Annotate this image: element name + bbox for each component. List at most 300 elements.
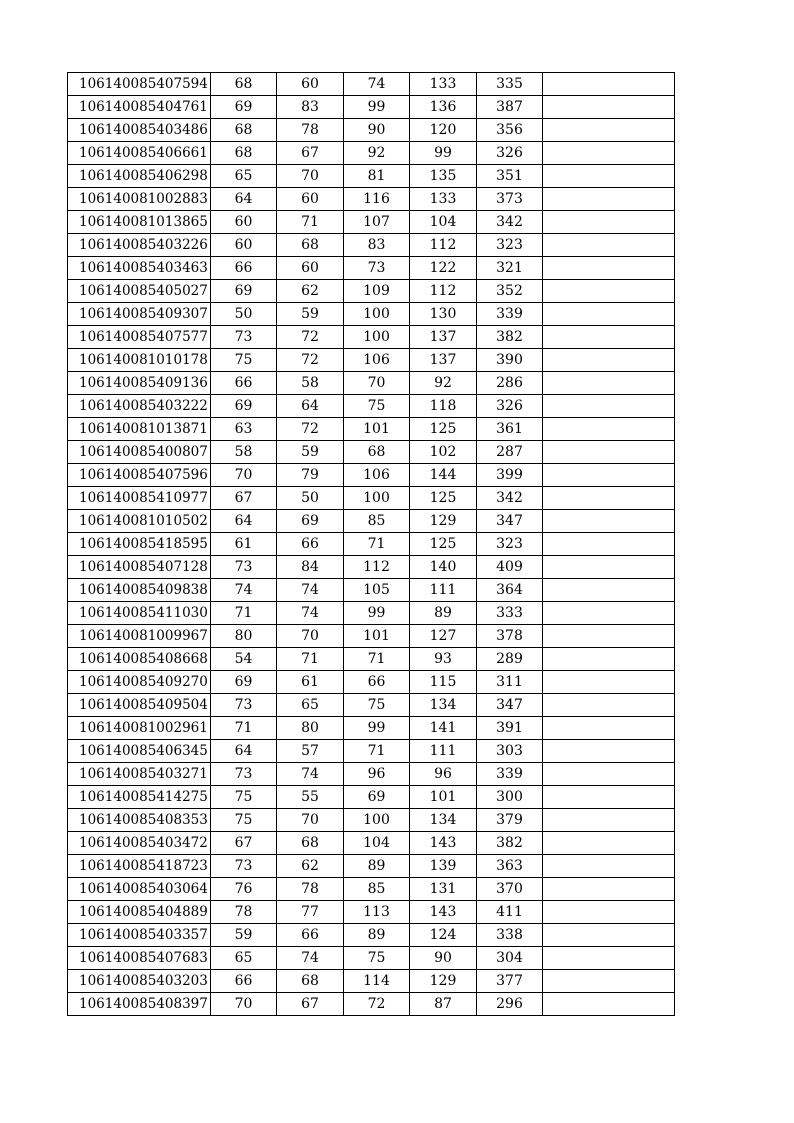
table-row [68, 579, 675, 602]
score-1-cell: 75 [211, 349, 277, 372]
score-3-cell: 104 [344, 832, 410, 855]
candidate-id-cell: 106140085410977 [68, 487, 211, 510]
score-2-cell: 57 [277, 740, 344, 763]
table-row [68, 901, 675, 924]
score-1-cell: 70 [211, 464, 277, 487]
score-2-cell: 79 [277, 464, 344, 487]
score-2-cell: 60 [277, 73, 344, 96]
candidate-id-cell: 106140085407577 [68, 326, 211, 349]
score-2-cell: 78 [277, 878, 344, 901]
remarks-cell [543, 280, 675, 303]
remarks-cell [543, 579, 675, 602]
score-1-cell: 69 [211, 96, 277, 119]
candidate-id-cell: 106140085418723 [68, 855, 211, 878]
score-3-cell: 75 [344, 947, 410, 970]
total-score-cell: 364 [477, 579, 543, 602]
remarks-cell [543, 441, 675, 464]
remarks-cell [543, 303, 675, 326]
score-4-cell: 141 [410, 717, 477, 740]
score-4-cell: 139 [410, 855, 477, 878]
total-score-cell: 377 [477, 970, 543, 993]
remarks-cell [543, 533, 675, 556]
score-4-cell: 143 [410, 832, 477, 855]
score-1-cell: 65 [211, 165, 277, 188]
total-score-cell: 287 [477, 441, 543, 464]
total-score-cell: 409 [477, 556, 543, 579]
score-1-cell: 66 [211, 257, 277, 280]
score-1-cell: 64 [211, 188, 277, 211]
total-score-cell: 391 [477, 717, 543, 740]
score-4-cell: 101 [410, 786, 477, 809]
table-row [68, 924, 675, 947]
table-body [68, 73, 675, 1016]
score-4-cell: 93 [410, 648, 477, 671]
remarks-cell [543, 464, 675, 487]
score-1-cell: 59 [211, 924, 277, 947]
score-4-cell: 89 [410, 602, 477, 625]
table-row [68, 602, 675, 625]
candidate-id-cell: 106140085409838 [68, 579, 211, 602]
score-3-cell: 71 [344, 740, 410, 763]
score-2-cell: 74 [277, 763, 344, 786]
score-1-cell: 63 [211, 418, 277, 441]
score-3-cell: 69 [344, 786, 410, 809]
score-3-cell: 113 [344, 901, 410, 924]
table-row [68, 763, 675, 786]
score-3-cell: 107 [344, 211, 410, 234]
score-4-cell: 129 [410, 510, 477, 533]
table-row [68, 648, 675, 671]
remarks-cell [543, 510, 675, 533]
remarks-cell [543, 786, 675, 809]
score-2-cell: 72 [277, 418, 344, 441]
score-4-cell: 134 [410, 694, 477, 717]
table-row [68, 487, 675, 510]
total-score-cell: 289 [477, 648, 543, 671]
score-4-cell: 92 [410, 372, 477, 395]
total-score-cell: 300 [477, 786, 543, 809]
score-3-cell: 70 [344, 372, 410, 395]
table-row [68, 326, 675, 349]
table-row [68, 165, 675, 188]
remarks-cell [543, 73, 675, 96]
remarks-cell [543, 418, 675, 441]
table-row [68, 947, 675, 970]
remarks-cell [543, 878, 675, 901]
score-1-cell: 60 [211, 211, 277, 234]
score-2-cell: 55 [277, 786, 344, 809]
candidate-id-cell: 106140085409504 [68, 694, 211, 717]
score-1-cell: 71 [211, 717, 277, 740]
score-3-cell: 90 [344, 119, 410, 142]
candidate-id-cell: 106140085409136 [68, 372, 211, 395]
score-1-cell: 66 [211, 970, 277, 993]
score-1-cell: 69 [211, 671, 277, 694]
table-row [68, 96, 675, 119]
score-3-cell: 74 [344, 73, 410, 96]
score-1-cell: 69 [211, 280, 277, 303]
remarks-cell [543, 487, 675, 510]
score-1-cell: 71 [211, 602, 277, 625]
score-2-cell: 67 [277, 142, 344, 165]
remarks-cell [543, 648, 675, 671]
candidate-id-cell: 106140085403463 [68, 257, 211, 280]
score-4-cell: 111 [410, 740, 477, 763]
total-score-cell: 356 [477, 119, 543, 142]
table-row [68, 418, 675, 441]
table-row [68, 993, 675, 1016]
score-2-cell: 74 [277, 579, 344, 602]
candidate-id-cell: 106140085418595 [68, 533, 211, 556]
score-4-cell: 104 [410, 211, 477, 234]
total-score-cell: 411 [477, 901, 543, 924]
table-row [68, 694, 675, 717]
score-4-cell: 129 [410, 970, 477, 993]
remarks-cell [543, 625, 675, 648]
remarks-cell [543, 234, 675, 257]
score-3-cell: 100 [344, 487, 410, 510]
candidate-id-cell: 106140085406298 [68, 165, 211, 188]
candidate-id-cell: 106140085403472 [68, 832, 211, 855]
score-4-cell: 143 [410, 901, 477, 924]
total-score-cell: 390 [477, 349, 543, 372]
total-score-cell: 370 [477, 878, 543, 901]
candidate-id-cell: 106140085405027 [68, 280, 211, 303]
score-3-cell: 106 [344, 349, 410, 372]
candidate-id-cell: 106140085407596 [68, 464, 211, 487]
candidate-id-cell: 106140085403064 [68, 878, 211, 901]
score-1-cell: 73 [211, 763, 277, 786]
score-2-cell: 66 [277, 924, 344, 947]
score-2-cell: 58 [277, 372, 344, 395]
total-score-cell: 303 [477, 740, 543, 763]
score-3-cell: 99 [344, 96, 410, 119]
candidate-id-cell: 106140085404761 [68, 96, 211, 119]
total-score-cell: 399 [477, 464, 543, 487]
candidate-id-cell: 106140081002883 [68, 188, 211, 211]
score-3-cell: 68 [344, 441, 410, 464]
score-3-cell: 81 [344, 165, 410, 188]
remarks-cell [543, 924, 675, 947]
candidate-id-cell: 106140081009967 [68, 625, 211, 648]
candidate-id-cell: 106140085407683 [68, 947, 211, 970]
remarks-cell [543, 188, 675, 211]
score-3-cell: 100 [344, 326, 410, 349]
score-2-cell: 78 [277, 119, 344, 142]
table-row [68, 809, 675, 832]
score-2-cell: 69 [277, 510, 344, 533]
score-4-cell: 112 [410, 280, 477, 303]
total-score-cell: 378 [477, 625, 543, 648]
total-score-cell: 326 [477, 395, 543, 418]
score-1-cell: 58 [211, 441, 277, 464]
score-2-cell: 59 [277, 441, 344, 464]
score-1-cell: 73 [211, 556, 277, 579]
score-1-cell: 70 [211, 993, 277, 1016]
score-3-cell: 75 [344, 395, 410, 418]
score-3-cell: 101 [344, 418, 410, 441]
remarks-cell [543, 211, 675, 234]
score-1-cell: 80 [211, 625, 277, 648]
total-score-cell: 335 [477, 73, 543, 96]
candidate-id-cell: 106140085409270 [68, 671, 211, 694]
candidate-id-cell: 106140085403226 [68, 234, 211, 257]
score-2-cell: 70 [277, 165, 344, 188]
table-row [68, 303, 675, 326]
total-score-cell: 339 [477, 763, 543, 786]
candidate-id-cell: 106140085403222 [68, 395, 211, 418]
candidate-id-cell: 106140085408668 [68, 648, 211, 671]
score-3-cell: 73 [344, 257, 410, 280]
score-2-cell: 68 [277, 970, 344, 993]
score-3-cell: 100 [344, 809, 410, 832]
score-3-cell: 92 [344, 142, 410, 165]
score-1-cell: 74 [211, 579, 277, 602]
score-2-cell: 71 [277, 648, 344, 671]
score-1-cell: 73 [211, 694, 277, 717]
score-3-cell: 105 [344, 579, 410, 602]
score-2-cell: 62 [277, 855, 344, 878]
score-4-cell: 127 [410, 625, 477, 648]
score-1-cell: 67 [211, 487, 277, 510]
total-score-cell: 323 [477, 533, 543, 556]
score-4-cell: 135 [410, 165, 477, 188]
score-1-cell: 68 [211, 119, 277, 142]
remarks-cell [543, 947, 675, 970]
table-row [68, 395, 675, 418]
total-score-cell: 296 [477, 993, 543, 1016]
candidate-id-cell: 106140085404889 [68, 901, 211, 924]
score-3-cell: 99 [344, 602, 410, 625]
score-4-cell: 90 [410, 947, 477, 970]
score-4-cell: 124 [410, 924, 477, 947]
candidate-id-cell: 106140081002961 [68, 717, 211, 740]
remarks-cell [543, 993, 675, 1016]
total-score-cell: 304 [477, 947, 543, 970]
score-4-cell: 137 [410, 349, 477, 372]
candidate-id-cell: 106140081013871 [68, 418, 211, 441]
score-4-cell: 115 [410, 671, 477, 694]
score-2-cell: 74 [277, 947, 344, 970]
score-4-cell: 112 [410, 234, 477, 257]
score-3-cell: 114 [344, 970, 410, 993]
candidate-id-cell: 106140081010502 [68, 510, 211, 533]
table-row [68, 372, 675, 395]
score-1-cell: 66 [211, 372, 277, 395]
remarks-cell [543, 763, 675, 786]
total-score-cell: 363 [477, 855, 543, 878]
score-4-cell: 125 [410, 418, 477, 441]
score-4-cell: 111 [410, 579, 477, 602]
score-3-cell: 85 [344, 878, 410, 901]
table-row [68, 878, 675, 901]
score-4-cell: 96 [410, 763, 477, 786]
table-row [68, 832, 675, 855]
table-row [68, 740, 675, 763]
score-1-cell: 60 [211, 234, 277, 257]
table-row [68, 464, 675, 487]
score-4-cell: 130 [410, 303, 477, 326]
remarks-cell [543, 395, 675, 418]
table-row [68, 349, 675, 372]
score-3-cell: 83 [344, 234, 410, 257]
score-4-cell: 99 [410, 142, 477, 165]
score-4-cell: 131 [410, 878, 477, 901]
table-row [68, 671, 675, 694]
score-2-cell: 80 [277, 717, 344, 740]
table-row [68, 73, 675, 96]
score-1-cell: 64 [211, 740, 277, 763]
candidate-id-cell: 106140085407594 [68, 73, 211, 96]
table-row [68, 257, 675, 280]
score-4-cell: 118 [410, 395, 477, 418]
score-2-cell: 77 [277, 901, 344, 924]
score-2-cell: 68 [277, 832, 344, 855]
score-1-cell: 78 [211, 901, 277, 924]
total-score-cell: 333 [477, 602, 543, 625]
remarks-cell [543, 326, 675, 349]
table-row [68, 533, 675, 556]
score-2-cell: 84 [277, 556, 344, 579]
candidate-id-cell: 106140085408397 [68, 993, 211, 1016]
table-row [68, 119, 675, 142]
score-2-cell: 62 [277, 280, 344, 303]
score-2-cell: 50 [277, 487, 344, 510]
score-2-cell: 66 [277, 533, 344, 556]
score-1-cell: 54 [211, 648, 277, 671]
total-score-cell: 339 [477, 303, 543, 326]
score-2-cell: 65 [277, 694, 344, 717]
score-3-cell: 109 [344, 280, 410, 303]
score-3-cell: 71 [344, 648, 410, 671]
total-score-cell: 311 [477, 671, 543, 694]
total-score-cell: 351 [477, 165, 543, 188]
remarks-cell [543, 855, 675, 878]
total-score-cell: 323 [477, 234, 543, 257]
candidate-id-cell: 106140085403486 [68, 119, 211, 142]
remarks-cell [543, 119, 675, 142]
candidate-id-cell: 106140085409307 [68, 303, 211, 326]
score-2-cell: 67 [277, 993, 344, 1016]
score-4-cell: 136 [410, 96, 477, 119]
score-1-cell: 68 [211, 142, 277, 165]
total-score-cell: 382 [477, 326, 543, 349]
score-1-cell: 75 [211, 786, 277, 809]
remarks-cell [543, 671, 675, 694]
total-score-cell: 342 [477, 211, 543, 234]
table-row [68, 188, 675, 211]
table-row [68, 211, 675, 234]
table-row [68, 234, 675, 257]
score-3-cell: 75 [344, 694, 410, 717]
score-4-cell: 140 [410, 556, 477, 579]
total-score-cell: 379 [477, 809, 543, 832]
score-3-cell: 106 [344, 464, 410, 487]
score-3-cell: 100 [344, 303, 410, 326]
remarks-cell [543, 96, 675, 119]
table-row [68, 855, 675, 878]
score-3-cell: 85 [344, 510, 410, 533]
score-2-cell: 72 [277, 326, 344, 349]
score-2-cell: 71 [277, 211, 344, 234]
total-score-cell: 361 [477, 418, 543, 441]
score-3-cell: 112 [344, 556, 410, 579]
score-3-cell: 89 [344, 924, 410, 947]
remarks-cell [543, 372, 675, 395]
score-1-cell: 67 [211, 832, 277, 855]
candidate-id-cell: 106140085407128 [68, 556, 211, 579]
remarks-cell [543, 165, 675, 188]
score-2-cell: 60 [277, 188, 344, 211]
score-1-cell: 69 [211, 395, 277, 418]
score-2-cell: 59 [277, 303, 344, 326]
candidate-id-cell: 106140085403271 [68, 763, 211, 786]
score-4-cell: 133 [410, 73, 477, 96]
score-2-cell: 64 [277, 395, 344, 418]
score-1-cell: 73 [211, 326, 277, 349]
score-3-cell: 116 [344, 188, 410, 211]
candidate-id-cell: 106140085406661 [68, 142, 211, 165]
score-1-cell: 76 [211, 878, 277, 901]
total-score-cell: 338 [477, 924, 543, 947]
score-1-cell: 64 [211, 510, 277, 533]
score-2-cell: 74 [277, 602, 344, 625]
score-4-cell: 120 [410, 119, 477, 142]
candidate-id-cell: 106140081013865 [68, 211, 211, 234]
remarks-cell [543, 901, 675, 924]
total-score-cell: 286 [477, 372, 543, 395]
score-2-cell: 60 [277, 257, 344, 280]
score-2-cell: 72 [277, 349, 344, 372]
total-score-cell: 387 [477, 96, 543, 119]
total-score-cell: 373 [477, 188, 543, 211]
score-4-cell: 125 [410, 533, 477, 556]
table-row [68, 441, 675, 464]
score-1-cell: 68 [211, 73, 277, 96]
total-score-cell: 326 [477, 142, 543, 165]
score-4-cell: 134 [410, 809, 477, 832]
table-row [68, 280, 675, 303]
score-2-cell: 68 [277, 234, 344, 257]
table-row [68, 556, 675, 579]
remarks-cell [543, 602, 675, 625]
score-3-cell: 66 [344, 671, 410, 694]
remarks-cell [543, 970, 675, 993]
score-1-cell: 61 [211, 533, 277, 556]
score-1-cell: 75 [211, 809, 277, 832]
candidate-id-cell: 106140085403357 [68, 924, 211, 947]
score-2-cell: 70 [277, 809, 344, 832]
score-2-cell: 70 [277, 625, 344, 648]
remarks-cell [543, 142, 675, 165]
score-1-cell: 65 [211, 947, 277, 970]
score-4-cell: 87 [410, 993, 477, 1016]
total-score-cell: 321 [477, 257, 543, 280]
remarks-cell [543, 349, 675, 372]
score-3-cell: 101 [344, 625, 410, 648]
candidate-id-cell: 106140085414275 [68, 786, 211, 809]
table-row [68, 970, 675, 993]
remarks-cell [543, 257, 675, 280]
total-score-cell: 352 [477, 280, 543, 303]
remarks-cell [543, 717, 675, 740]
score-2-cell: 83 [277, 96, 344, 119]
total-score-cell: 342 [477, 487, 543, 510]
remarks-cell [543, 832, 675, 855]
remarks-cell [543, 740, 675, 763]
candidate-id-cell: 106140081010178 [68, 349, 211, 372]
score-1-cell: 73 [211, 855, 277, 878]
